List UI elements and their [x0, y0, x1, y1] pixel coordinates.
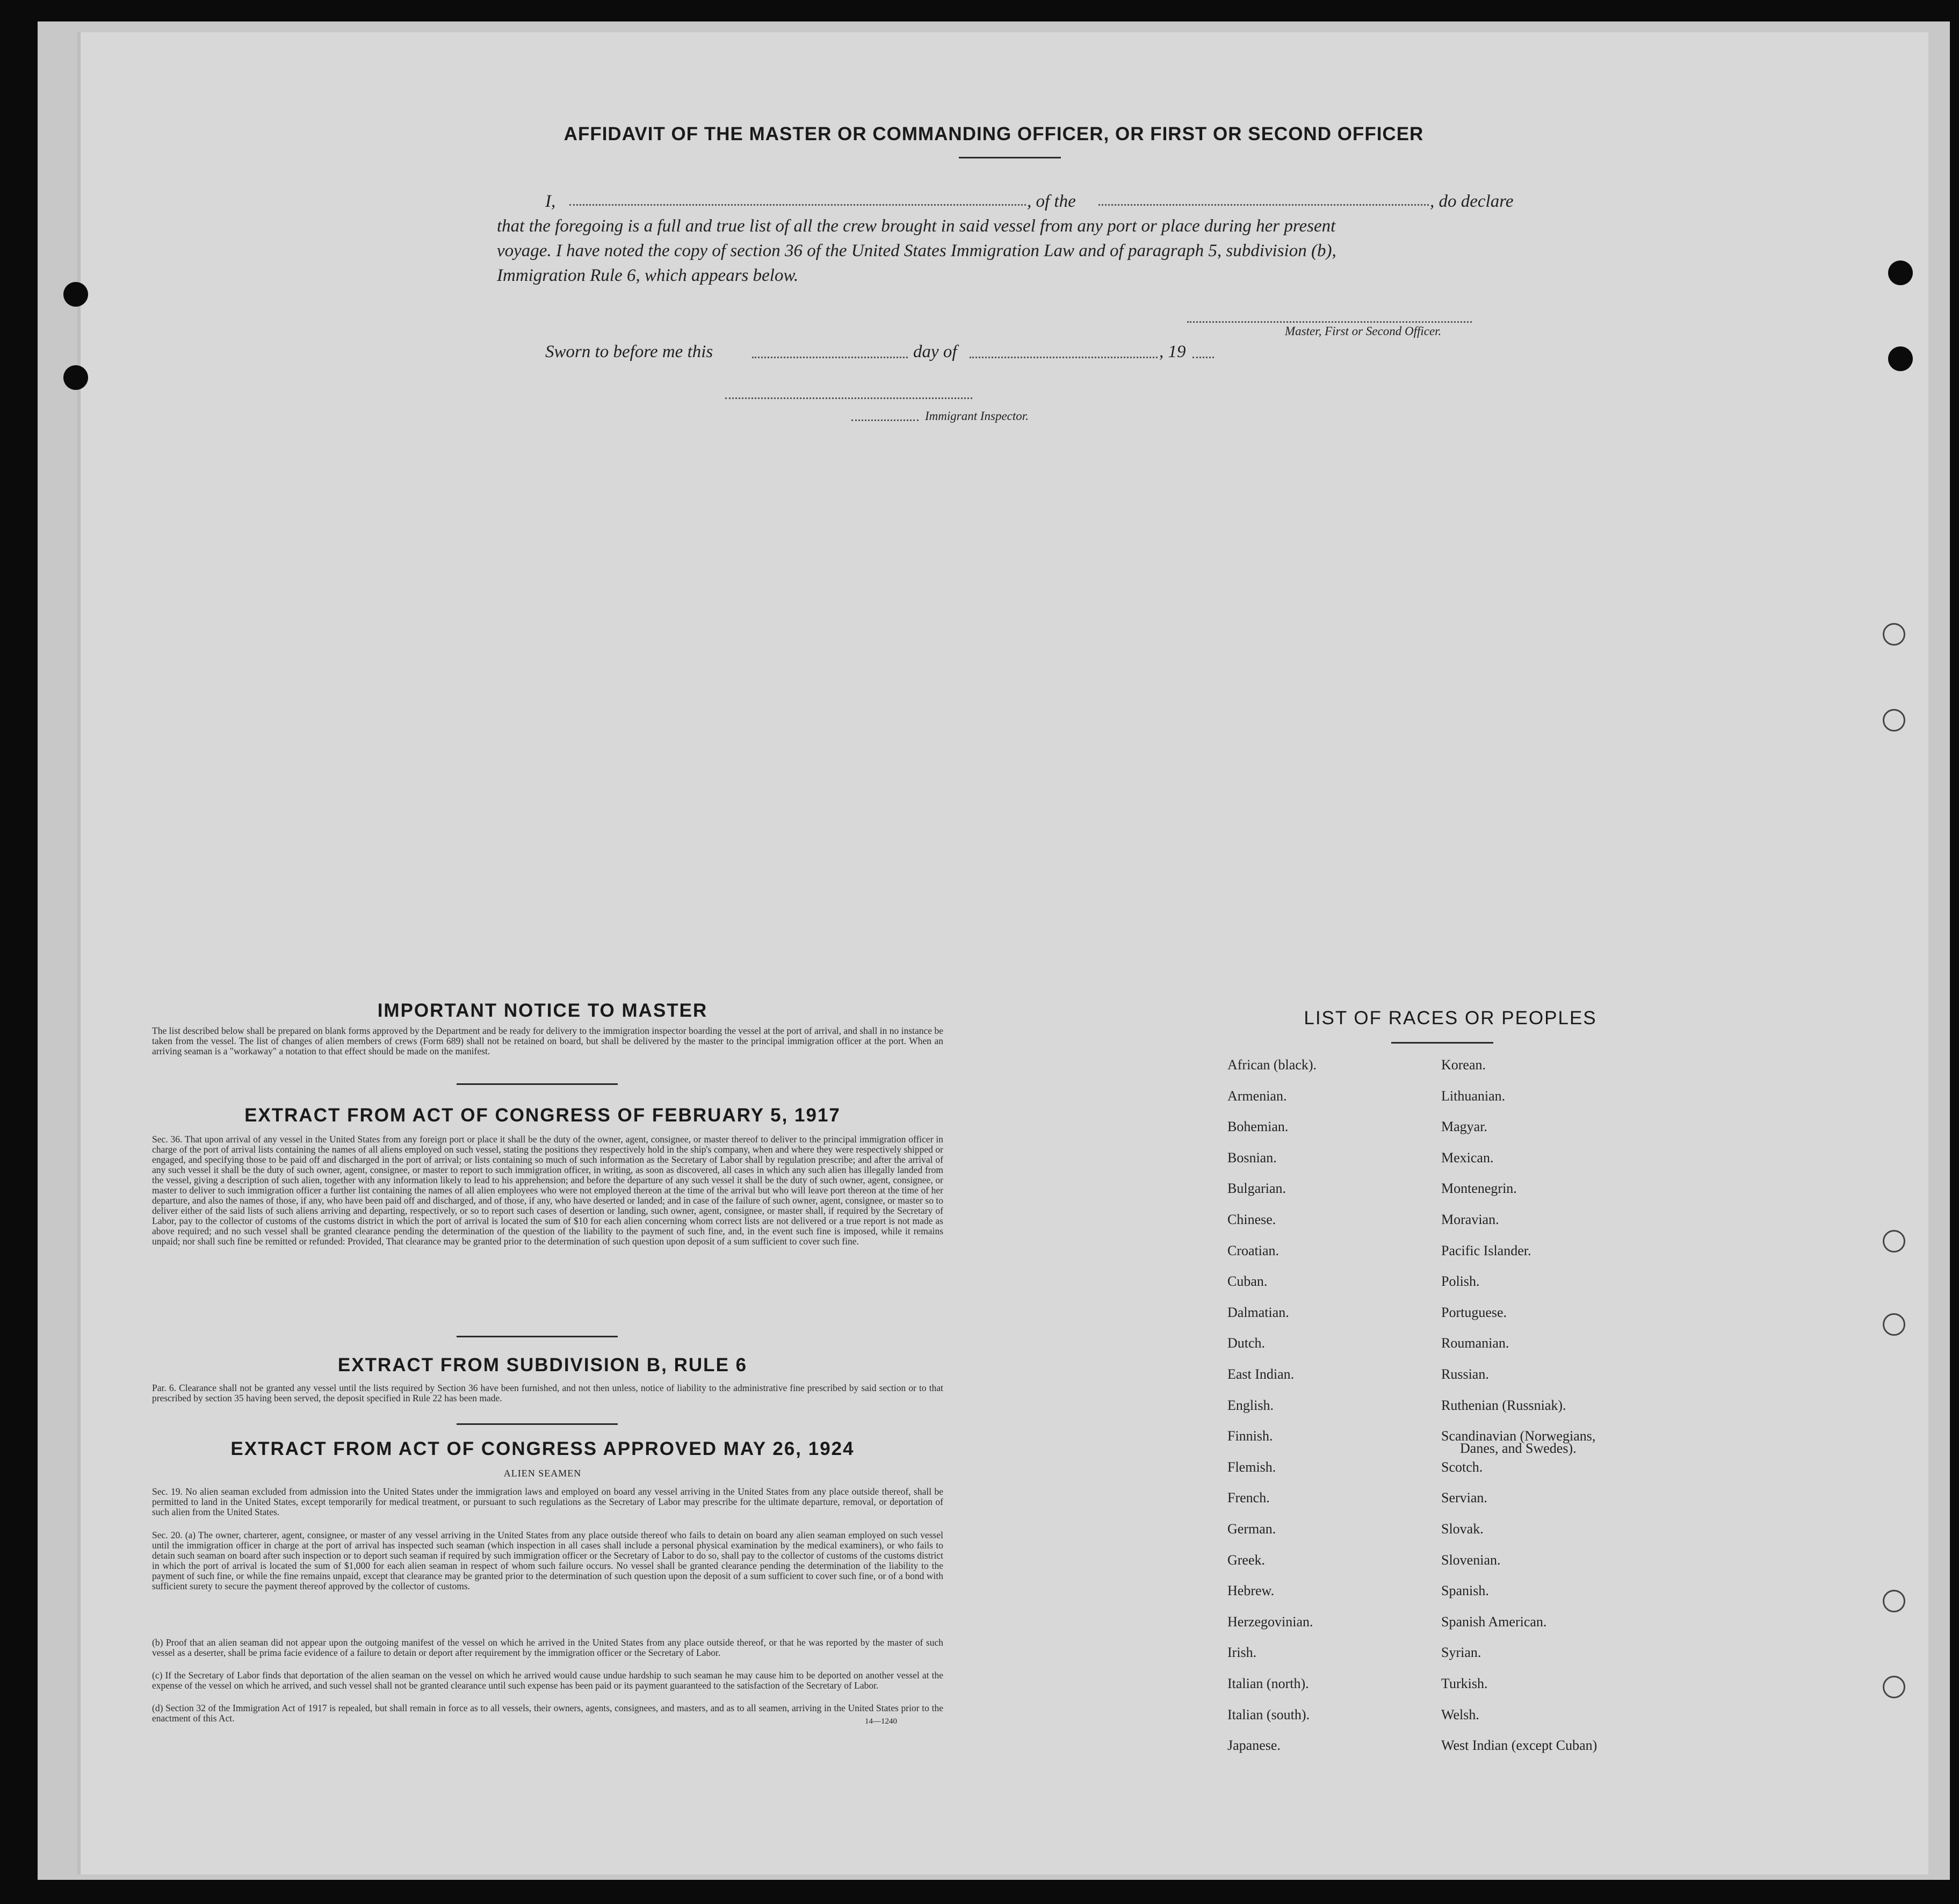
extract-1924-p1: Sec. 19. No alien seaman excluded from admission into the United States under the immigration laws and employed on board any vessel arriving in the United States from any place outside thereof, shall be permitted to land in the United States, except temporarily for medical treatment, or pursuant to such regulations as the Secretary of Labor may prescribe for the ultimate departure, removal, or deportation of such alien from the United States.	[152, 1486, 943, 1517]
race-entry: English.	[1227, 1398, 1274, 1413]
title-rule	[959, 157, 1061, 158]
punch-hole-ring	[1883, 1230, 1905, 1253]
race-entry: Roumanian.	[1441, 1335, 1509, 1351]
extract-rule6-title: EXTRACT FROM SUBDIVISION B, RULE 6	[337, 1355, 748, 1375]
extract-1917-title: EXTRACT FROM ACT OF CONGRESS OF FEBRUARY 5, 1917	[244, 1105, 841, 1126]
inspector-label: Immigrant Inspector.	[925, 409, 1029, 423]
race-entry: Italian (south).	[1227, 1707, 1310, 1722]
race-entry: Spanish.	[1441, 1583, 1489, 1598]
year-label: , 19	[1159, 342, 1186, 361]
notice-title: IMPORTANT NOTICE TO MASTER	[377, 1000, 708, 1021]
vessel-field[interactable]	[1098, 204, 1429, 206]
punch-hole	[1888, 260, 1913, 285]
race-entry: Croatian.	[1227, 1243, 1280, 1258]
extract-1924-subtitle: ALIEN SEAMEN	[503, 1468, 582, 1479]
race-entry: Bulgarian.	[1227, 1181, 1286, 1196]
race-entry: French.	[1227, 1490, 1270, 1505]
extract-1924-title: EXTRACT FROM ACT OF CONGRESS APPROVED MAY 26, 1924	[230, 1438, 855, 1459]
race-entry: Scandinavian (Norwegians,	[1441, 1428, 1596, 1444]
race-entry: Dutch.	[1227, 1335, 1266, 1351]
race-entry: German.	[1227, 1521, 1276, 1537]
race-entry: East Indian.	[1227, 1366, 1295, 1382]
race-entry: Scotch.	[1441, 1459, 1483, 1475]
inspector-signature-tail	[851, 419, 919, 421]
race-entry-continuation: Danes, and Swedes).	[1460, 1440, 1577, 1456]
race-entry: Hebrew.	[1227, 1583, 1275, 1598]
race-entry: Lithuanian.	[1441, 1088, 1506, 1104]
punch-hole-ring	[1883, 709, 1905, 732]
race-entry: Italian (north).	[1227, 1676, 1309, 1691]
inspector-signature-field[interactable]	[725, 397, 972, 399]
form-number: 14—1240	[865, 1717, 897, 1726]
extract-1924-p5: (d) Section 32 of the Immigration Act of 1917 is repealed, but shall remain in force as to all vessels, their owners, agents, consignees, and masters, and as to all seamen, arriving in the United States prior to the enactment of this Act.	[152, 1703, 943, 1724]
affidavit-line-2: that the foregoing is a full and true list of all the crew brought in said vessel from any port or place during her present	[497, 216, 1336, 236]
section-rule	[457, 1083, 618, 1085]
section-rule	[457, 1423, 618, 1425]
punch-hole-ring	[1883, 1313, 1905, 1336]
race-entry: Korean.	[1441, 1057, 1486, 1073]
day-of-label: day of	[913, 342, 957, 361]
race-entry: Japanese.	[1227, 1738, 1281, 1753]
race-entry: Polish.	[1441, 1273, 1480, 1289]
race-entry: Spanish American.	[1441, 1614, 1547, 1630]
race-entry: Slovenian.	[1441, 1552, 1501, 1568]
master-signature-field[interactable]	[1187, 321, 1472, 323]
race-entry: Syrian.	[1441, 1645, 1481, 1660]
year-field[interactable]	[1192, 357, 1214, 358]
punch-hole-ring	[1883, 623, 1905, 646]
race-entry: Montenegrin.	[1441, 1181, 1517, 1196]
race-entry: Flemish.	[1227, 1459, 1276, 1475]
sworn-label: Sworn to before me this	[545, 342, 713, 361]
race-entry: Slovak.	[1441, 1521, 1484, 1537]
race-entry: Ruthenian (Russniak).	[1441, 1398, 1566, 1413]
race-entry: Servian.	[1441, 1490, 1487, 1505]
race-entry: Bohemian.	[1227, 1119, 1289, 1134]
extract-1924-p4: (c) If the Secretary of Labor finds that deportation of the alien seaman on the vessel on which he arrived would cause undue hardship to such seaman he may cause him to be deported on another vessel at the expense of the vessel on which he arrived, and such vessel shall not be granted clearance until such expense has been paid or its payment guaranteed to the satisfaction of the Secretary of Labor.	[152, 1670, 943, 1691]
race-entry: Magyar.	[1441, 1119, 1487, 1134]
race-entry: Mexican.	[1441, 1150, 1494, 1165]
i-label: I,	[545, 192, 556, 211]
race-entry: Greek.	[1227, 1552, 1266, 1568]
race-entry: Portuguese.	[1441, 1305, 1507, 1320]
name-field[interactable]	[569, 204, 1026, 206]
form-page	[81, 32, 1928, 1874]
races-title: LIST OF RACES OR PEOPLES	[1304, 1008, 1597, 1029]
notice-body: The list described below shall be prepared on blank forms approved by the Department and be ready for delivery to the immigration inspector boarding the vessel at the port of arrival, and shall in no instance be taken from the vessel. The list of changes of alien members of crews (Form 689) shall not be retained on board, but shall be delivered by the master to the principal immigration officer at the port. When an arriving seaman is a "workaway" a notation to that effect should be made on the manifest.	[152, 1025, 943, 1056]
affidavit-line-4: Immigration Rule 6, which appears below.	[497, 266, 799, 285]
race-entry: Finnish.	[1227, 1428, 1273, 1444]
punch-hole	[1888, 346, 1913, 371]
of-the-label: , of the	[1027, 192, 1076, 211]
punch-hole	[63, 365, 88, 390]
declare-label: , do declare	[1430, 192, 1514, 211]
race-entry: Armenian.	[1227, 1088, 1287, 1104]
race-entry: West Indian (except Cuban)	[1441, 1738, 1597, 1753]
race-entry: Irish.	[1227, 1645, 1257, 1660]
month-field[interactable]	[970, 357, 1158, 358]
race-entry: Turkish.	[1441, 1676, 1488, 1691]
race-entry: Moravian.	[1441, 1212, 1499, 1227]
race-entry: Dalmatian.	[1227, 1305, 1289, 1320]
punch-hole	[63, 282, 88, 307]
race-entry: Chinese.	[1227, 1212, 1276, 1227]
extract-1924-p3: (b) Proof that an alien seaman did not appear upon the outgoing manifest of the vessel on which he arrived in the United States from any place outside thereof, or that he was reported by the master of such vessel as a deserter, shall be prima facie evidence of a failure to detain or deport after requirement by the immigration officer or the Secretary of Labor.	[152, 1637, 943, 1658]
race-entry: Bosnian.	[1227, 1150, 1277, 1165]
race-entry: Herzegovinian.	[1227, 1614, 1313, 1630]
races-title-rule	[1391, 1042, 1493, 1044]
race-entry: African (black).	[1227, 1057, 1317, 1073]
race-entry: Welsh.	[1441, 1707, 1479, 1722]
race-entry: Russian.	[1441, 1366, 1489, 1382]
day-field[interactable]	[752, 357, 908, 358]
master-signature-label: Master, First or Second Officer.	[1285, 324, 1442, 338]
extract-1924-p2: Sec. 20. (a) The owner, charterer, agent, consignee, or master of any vessel arriving in the United States from any place outside thereof who fails to detain on board any alien seaman employed on such vessel until the immigration officer in charge at the port of arrival has inspected such seaman (which inspection in all cases shall include a personal physical examination by the medical examiners), or who fails to detain such seaman on board after such inspection or to deport such seaman if required by such immigration officer or the Secretary of Labor to do so, shall pay to the collector of customs of the customs district in which the port of arrival is located the sum of $1,000 for each alien seaman in respect of whom such failure occurs. No vessel shall be granted clearance pending the determination of the liability to the payment of such fine, or while the fine remains unpaid, except that clearance may be granted prior to the determination of such question upon the deposit of a sum sufficient to cover such fine, or of a bond with sufficient surety to secure the payment thereof approved by the collector of customs.	[152, 1530, 943, 1591]
affidavit-line-3: voyage. I have noted the copy of section 36 of the United States Immigration Law and of paragraph 5, subdivision (b),	[497, 241, 1336, 260]
section-rule	[457, 1336, 618, 1337]
race-entry: Pacific Islander.	[1441, 1243, 1531, 1258]
extract-1917-body: Sec. 36. That upon arrival of any vessel in the United States from any foreign port or place it shall be the duty of the owner, agent, consignee, or master thereof to deliver to the principal immigration officer in charge of the port of arrival lists containing the names of all aliens employed on such vessel, stating the positions they respectively hold in the ship's company, when and where they were respectively shipped or engaged, and specifying those to be paid off and discharged in the port of arrival; or lists containing so much of such information as the Secretary of Labor shall by regulation prescribe; and after the arrival of any such vessel it shall be the duty of such owner, agent, consignee, or master to report to such immigration officer, in writing, as soon as discovered, all cases in which any such alien has illegally landed from the vessel, giving a description of such alien, together with any information likely to lead to his apprehension; and before the departure of any such vessel it shall be the duty of such owner, agent, consignee, or master to deliver to such immigration officer a further list containing the names of all alien employees who were not employed thereon at the time of the arrival but who will leave port thereon at the time of her departure, and also the names of those, if any, who have been paid off and discharged, and of those, if any, who have deserted or landed; and in case of the failure of such owner, agent, consignee, or master so to deliver either of the said lists of such aliens arriving and departing, respectively, or so to report such cases of desertion or landing, such owner, agent, consignee, or master shall, if required by the Secretary of Labor, pay to the collector of customs of the customs district in which the port of arrival is located the sum of $10 for each alien concerning whom correct lists are not delivered or a true report is not made as above required; and no such vessel shall be granted clearance pending the determination of the question of the liability to the payment of such fine, and, in the event such fine is imposed, while it remains unpaid; nor shall such fine be remitted or refunded: Provided, That clearance may be granted prior to the determination of such question upon deposit of a sum sufficient to cover such fine.	[152, 1134, 943, 1247]
punch-hole-ring	[1883, 1590, 1905, 1612]
affidavit-title: AFFIDAVIT OF THE MASTER OR COMMANDING OFFICER, OR FIRST OR SECOND OFFICER	[563, 124, 1424, 144]
extract-rule6-body: Par. 6. Clearance shall not be granted any vessel until the lists required by Section 36 have been furnished, and not then unless, notice of liability to the administrative fine prescribed by said section or to that prescribed by section 35 having been served, the deposit specified in Rule 22 has been made.	[152, 1382, 943, 1403]
race-entry: Cuban.	[1227, 1273, 1268, 1289]
punch-hole-ring	[1883, 1676, 1905, 1698]
